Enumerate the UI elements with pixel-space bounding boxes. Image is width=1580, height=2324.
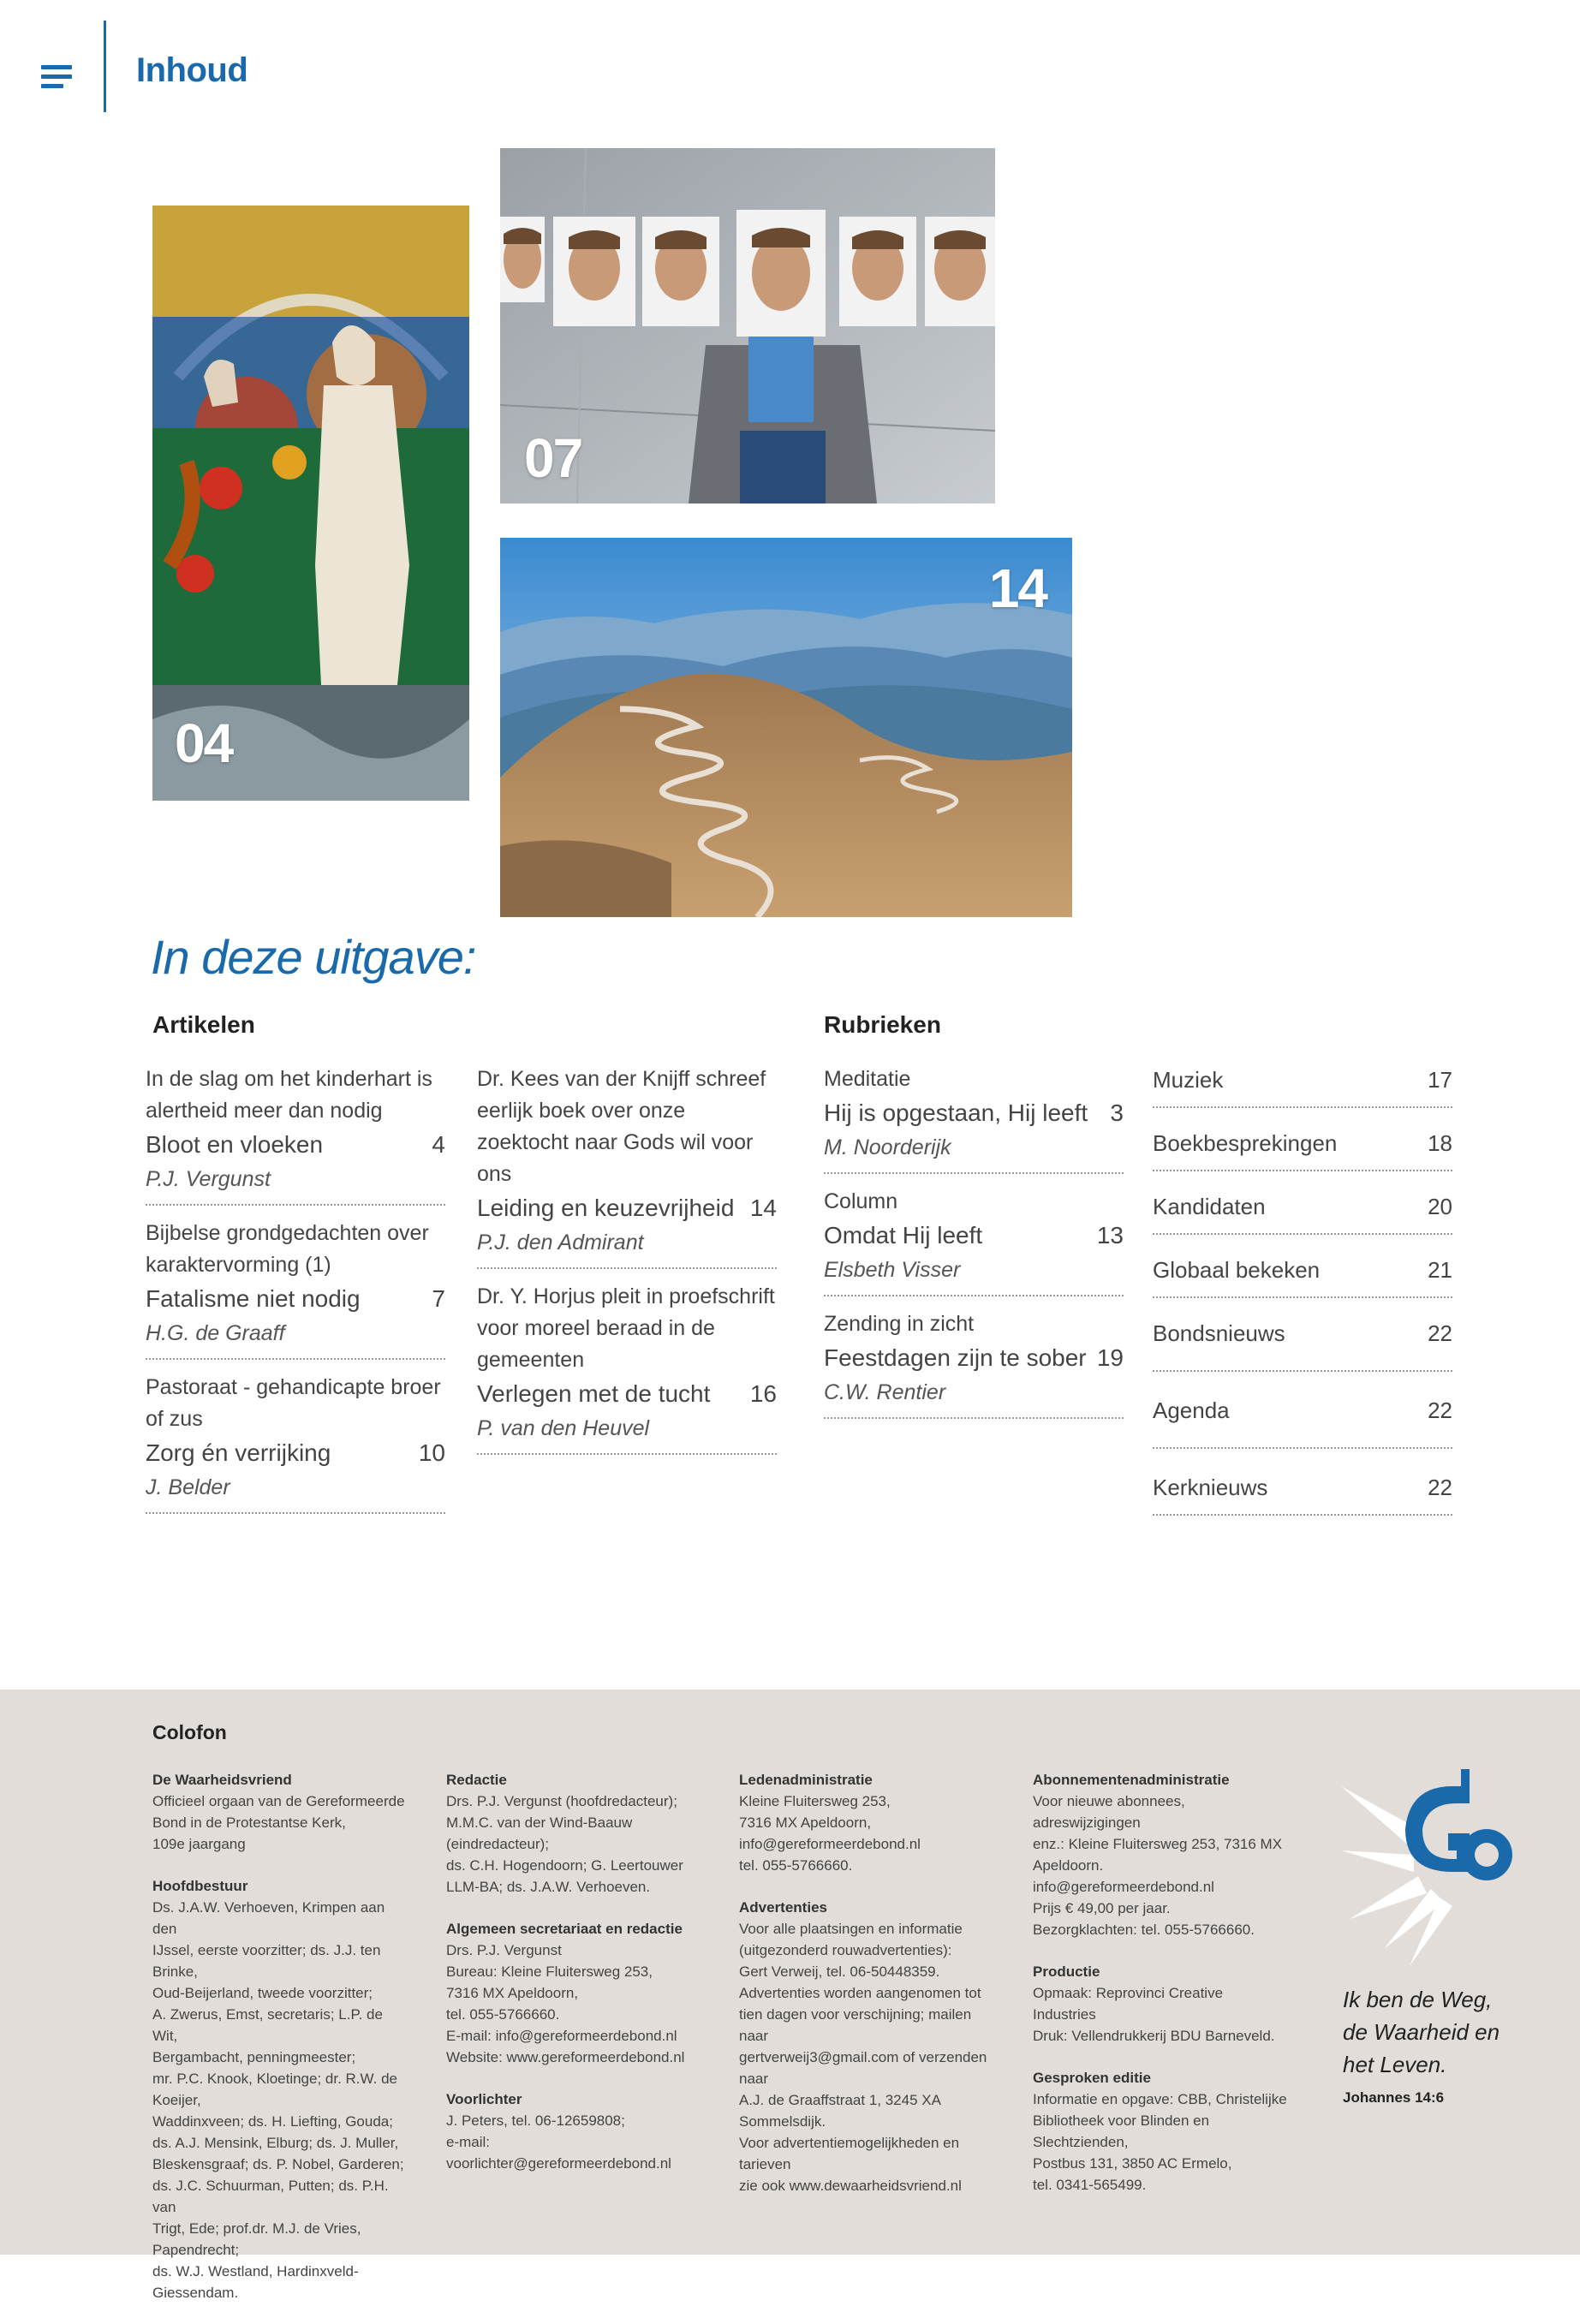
quote-line: de Waarheid en	[1343, 2019, 1500, 2045]
rubric-link[interactable]	[1153, 1254, 1452, 1298]
colofon-block	[739, 1769, 996, 1876]
rubric-page: 22	[1428, 1475, 1452, 1500]
article-page: 10	[418, 1439, 445, 1466]
article-title: Bloot en vloeken	[146, 1131, 324, 1158]
colofon-line: zie ook www.dewaarheidsvriend.nl	[739, 2178, 962, 2194]
rubric-title: Omdat Hij leeft	[824, 1222, 983, 1248]
rubric-entry[interactable]	[824, 1308, 1124, 1419]
article-author: J. Belder	[146, 1475, 230, 1499]
colofon-line: Trigt, Ede; prof.dr. M.J. de Vries, Papendrecht;	[152, 2220, 361, 2258]
colofon-line: (uitgezonderd rouwadvertenties):	[739, 1942, 952, 1958]
rubric-page: 3	[1110, 1099, 1124, 1126]
colofon-heading: Voorlichter	[446, 2091, 522, 2107]
colofon-block	[1033, 1961, 1290, 2047]
article-page: 14	[749, 1195, 777, 1221]
rubric-page: 20	[1428, 1194, 1452, 1219]
menu-icon[interactable]	[41, 65, 72, 89]
colofon-line: Oud-Beijerland, tweede voorzitter;	[152, 1985, 373, 2001]
article-author: P.J. Vergunst	[146, 1167, 271, 1191]
colofon-column-2	[446, 1769, 703, 2195]
colofon-line: e-mail: voorlichter@gereformeerdebond.nl	[446, 2134, 671, 2172]
colofon-line: info@gereformeerdebond.nl	[1033, 1879, 1214, 1895]
colofon-line: Waddinxveen; ds. H. Liefting, Gouda;	[152, 2113, 393, 2130]
colofon-block	[446, 1769, 703, 1898]
rubric-entry[interactable]	[824, 1186, 1124, 1296]
rubric-title: Globaal bekeken	[1153, 1257, 1321, 1283]
article-entry[interactable]	[146, 1064, 445, 1206]
colofon-line: Bureau: Kleine Fluitersweg 253,	[446, 1963, 653, 1980]
colofon-line: Website: www.gereformeerdebond.nl	[446, 2049, 685, 2065]
colofon-line: Advertenties worden aangenomen tot	[739, 1985, 981, 2001]
colofon-heading: Algemeen secretariaat en redactie	[446, 1921, 683, 1937]
gereformeerde-bond-logo	[1341, 1769, 1512, 1966]
colofon-line: Bleskensgraaf; ds. P. Nobel, Garderen;	[152, 2156, 404, 2172]
colofon-block	[1033, 2067, 1290, 2196]
colofon-line: M.M.C. van der Wind-Baauw (eindredacteur);	[446, 1815, 633, 1852]
rubric-label: Meditatie	[824, 1067, 911, 1091]
article-intro: In de slag om het kinderhart is alertheid meer dan nodig	[146, 1067, 432, 1123]
colofon-block	[446, 1918, 703, 2068]
rubric-title: Bondsnieuws	[1153, 1320, 1285, 1346]
article-author: P. van den Heuvel	[477, 1416, 650, 1440]
colofon-block	[152, 1769, 409, 1855]
article-intro: Pastoraat - gehandicapte broer of zus	[146, 1375, 441, 1431]
rubric-title: Boekbesprekingen	[1153, 1130, 1338, 1156]
colofon-heading: Abonnementenadministratie	[1033, 1772, 1230, 1788]
rubric-page: 17	[1428, 1067, 1452, 1093]
rubric-entry[interactable]	[824, 1064, 1124, 1174]
rubric-page: 13	[1096, 1222, 1124, 1248]
colofon-block	[152, 1875, 409, 2303]
colofon-heading: Redactie	[446, 1772, 507, 1788]
rubric-title: Kandidaten	[1153, 1194, 1266, 1219]
colofon-title: Colofon	[152, 1721, 227, 1743]
colofon-line: Bezorgklachten: tel. 055-5766660.	[1033, 1922, 1255, 1938]
colofon-line: ds. W.J. Westland, Hardinxveld-Giessendam.	[152, 2263, 359, 2301]
colofon-line: A. Zwerus, Emst, secretaris; L.P. de Wit,	[152, 2006, 383, 2044]
article-page: 7	[432, 1285, 445, 1312]
article-intro: Dr. Kees van der Knijff schreef eerlijk boek over onze zoektocht naar Gods wil voor ons	[477, 1067, 766, 1186]
colofon-line: E-mail: info@gereformeerdebond.nl	[446, 2028, 677, 2044]
colofon-line: Opmaak: Reprovinci Creative Industries	[1033, 1985, 1224, 2023]
colofon-column-4	[1033, 1769, 1290, 2216]
colofon-heading: De Waarheidsvriend	[152, 1772, 292, 1788]
colofon-line: 7316 MX Apeldoorn,	[739, 1815, 872, 1831]
colofon-line: Apeldoorn.	[1033, 1857, 1104, 1874]
rubric-link[interactable]	[1153, 1064, 1452, 1108]
rubric-title: Muziek	[1153, 1067, 1224, 1093]
rubric-title: Kerknieuws	[1153, 1475, 1268, 1500]
colofon-heading: Hoofdbestuur	[152, 1878, 248, 1894]
rubric-author: C.W. Rentier	[824, 1380, 946, 1404]
quote-line: het Leven.	[1343, 2052, 1447, 2077]
colofon-line: ds. J.C. Schuurman, Putten; ds. P.H. van	[152, 2178, 389, 2215]
quote-line: Ik ben de Weg,	[1343, 1987, 1493, 2012]
article-page: 4	[432, 1131, 445, 1158]
colofon-line: tien dagen voor verschijning; mailen naar	[739, 2006, 972, 2044]
colofon-line: Drs. P.J. Vergunst (hoofdredacteur);	[446, 1793, 677, 1809]
rubric-title: Agenda	[1153, 1397, 1230, 1423]
colofon-line: Informatie en opgave: CBB, Christelijke	[1033, 2091, 1287, 2107]
rubric-page: 22	[1428, 1397, 1452, 1423]
rubric-title: Feestdagen zijn te sober	[824, 1344, 1087, 1371]
colofon-heading: Gesproken editie	[1033, 2070, 1151, 2086]
colofon-line: Ds. J.A.W. Verhoeven, Krimpen aan den	[152, 1899, 385, 1937]
rubric-author: M. Noorderijk	[824, 1135, 951, 1159]
colofon-line: ds. C.H. Hogendoorn; G. Leertouwer	[446, 1857, 683, 1874]
colofon-heading: Advertenties	[739, 1899, 827, 1916]
colofon-line: Drs. P.J. Vergunst	[446, 1942, 562, 1958]
colofon-column-1	[152, 1769, 409, 2324]
rubric-link[interactable]	[1153, 1317, 1452, 1372]
colofon-heading: Ledenadministratie	[739, 1772, 873, 1788]
colofon-line: Druk: Vellendrukkerij BDU Barneveld.	[1033, 2028, 1275, 2044]
image-faces[interactable]	[500, 148, 995, 504]
rubric-author: Elsbeth Visser	[824, 1258, 961, 1282]
article-entry[interactable]	[146, 1372, 445, 1514]
colofon-line: tel. 055-5766660.	[739, 1857, 853, 1874]
article-title: Zorg én verrijking	[146, 1439, 331, 1466]
rubric-link[interactable]	[1153, 1471, 1452, 1516]
colofon-line: LLM-BA; ds. J.A.W. Verhoeven.	[446, 1879, 651, 1895]
colofon-line: gertverweij3@gmail.com of verzenden naar	[739, 2049, 987, 2087]
article-title: Fatalisme niet nodig	[146, 1285, 361, 1312]
colofon-block	[1033, 1769, 1290, 1940]
rubrieken-heading: Rubrieken	[824, 1011, 941, 1038]
header-divider	[104, 21, 106, 112]
colofon-line: Kleine Fluitersweg 253,	[739, 1793, 891, 1809]
colofon-line: Bond in de Protestantse Kerk,	[152, 1815, 346, 1831]
image-number: 04	[175, 712, 233, 774]
image-stained-glass[interactable]	[152, 206, 469, 801]
rubric-page: 21	[1428, 1257, 1452, 1283]
contents-title: In deze uitgave:	[151, 930, 476, 984]
article-intro: Bijbelse grondgedachten over karaktervorming (1)	[146, 1221, 429, 1277]
article-entry[interactable]	[146, 1218, 445, 1360]
colofon-column-3	[739, 1769, 996, 2217]
colofon-line: enz.: Kleine Fluitersweg 253, 7316 MX	[1033, 1836, 1283, 1852]
article-entry[interactable]	[477, 1281, 777, 1455]
rubric-page: 18	[1428, 1130, 1452, 1156]
rubric-page: 22	[1428, 1320, 1452, 1346]
colofon-block	[446, 2089, 703, 2174]
colofon-line: Prijs € 49,00 per jaar.	[1033, 1900, 1171, 1916]
colofon-line: Gert Verweij, tel. 06-50448359.	[739, 1963, 940, 1980]
colofon-line: tel. 055-5766660.	[446, 2006, 560, 2023]
colofon-line: Voor advertentiemogelijkheden en tarieven	[739, 2135, 960, 2172]
article-title: Leiding en keuzevrijheid	[477, 1195, 735, 1221]
artikelen-heading: Artikelen	[152, 1011, 255, 1038]
rubric-label: Column	[824, 1189, 898, 1213]
colofon-block	[739, 1897, 996, 2196]
colofon-line: Postbus 131, 3850 AC Ermelo,	[1033, 2155, 1232, 2172]
colofon-line: ds. A.J. Mensink, Elburg; ds. J. Muller,	[152, 2135, 399, 2151]
rubric-link[interactable]	[1153, 1127, 1452, 1171]
colofon-line: A.J. de Graaffstraat 1, 3245 XA Sommelsdijk.	[739, 2092, 940, 2130]
colofon-line: Voor alle plaatsingen en informatie	[739, 1921, 963, 1937]
rubrieken-column-1	[824, 1064, 1124, 1431]
article-title: Verlegen met de tucht	[477, 1380, 711, 1407]
colofon-line: Voor nieuwe abonnees, adreswijzigingen	[1033, 1793, 1185, 1831]
colofon-line: IJssel, eerste voorzitter; ds. J.J. ten Brinke,	[152, 1942, 381, 1980]
rubric-label: Zending in zicht	[824, 1312, 975, 1336]
colofon-heading: Productie	[1033, 1963, 1100, 1980]
image-mountains[interactable]	[500, 538, 1072, 917]
colofon-line: 109e jaargang	[152, 1836, 246, 1852]
colofon-line: info@gereformeerdebond.nl	[739, 1836, 921, 1852]
rubric-title: Hij is opgestaan, Hij leeft	[824, 1099, 1088, 1126]
colofon-line: 7316 MX Apeldoorn,	[446, 1985, 579, 2001]
colofon-line: J. Peters, tel. 06-12659808;	[446, 2112, 625, 2129]
colofon-line: Bibliotheek voor Blinden en Slechtzienden,	[1033, 2112, 1210, 2150]
article-author: P.J. den Admirant	[477, 1231, 644, 1254]
rubric-link[interactable]	[1153, 1394, 1452, 1449]
image-number: 07	[524, 427, 582, 489]
article-entry[interactable]	[477, 1064, 777, 1269]
colofon-line: Officieel orgaan van de Gereformeerde	[152, 1793, 405, 1809]
page-title: Inhoud	[136, 51, 248, 89]
bible-quote	[1343, 1983, 1531, 2081]
rubric-page: 19	[1096, 1344, 1124, 1371]
rubric-link[interactable]	[1153, 1190, 1452, 1235]
artikelen-column-2	[477, 1064, 777, 1467]
colofon-line: tel. 0341-565499.	[1033, 2177, 1147, 2193]
colofon-line: Bergambacht, penningmeester;	[152, 2049, 356, 2065]
article-author: H.G. de Graaff	[146, 1321, 285, 1345]
image-number: 14	[988, 557, 1046, 619]
artikelen-column-1	[146, 1064, 445, 1526]
rubrieken-column-2	[1153, 1064, 1452, 1534]
quote-reference: Johannes 14:6	[1343, 2089, 1445, 2106]
article-intro: Dr. Y. Horjus pleit in proefschrift voor moreel beraad in de gemeenten	[477, 1284, 775, 1372]
colofon-line: mr. P.C. Knook, Kloetinge; dr. R.W. de Koeijer,	[152, 2071, 397, 2108]
article-page: 16	[749, 1380, 777, 1407]
